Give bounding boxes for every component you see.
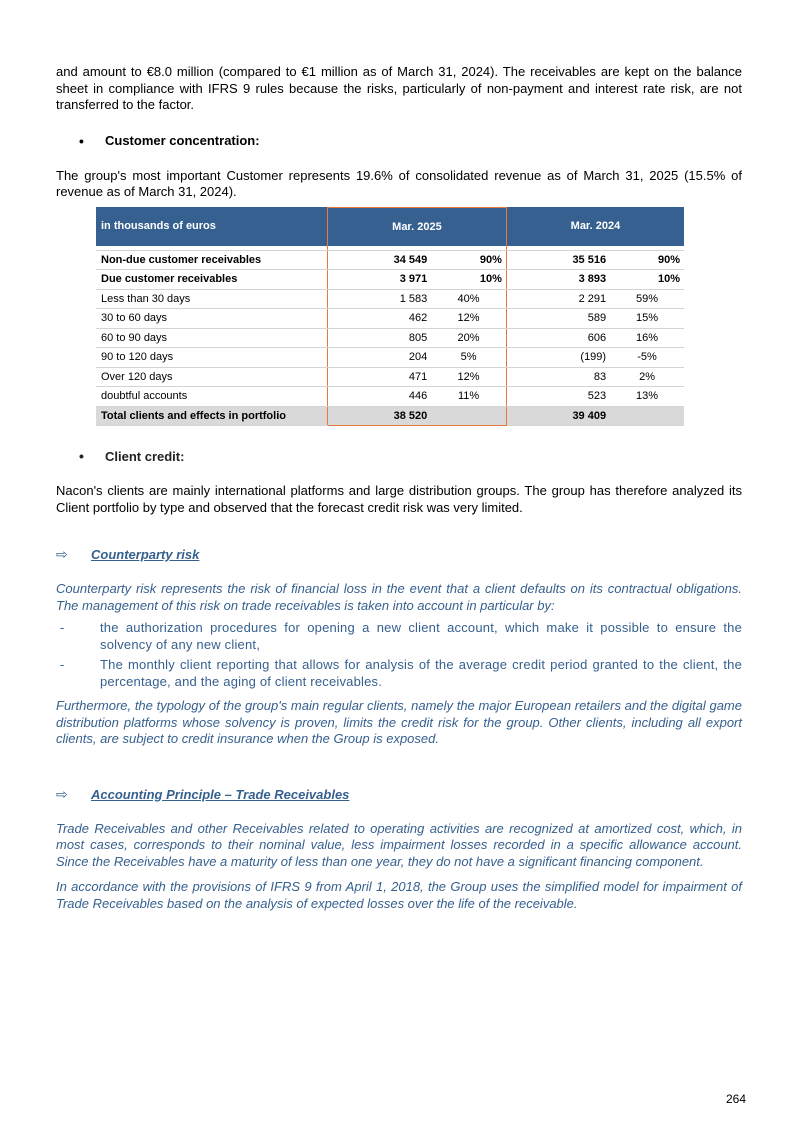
table-row	[96, 328, 684, 348]
row-value-2025: 462	[328, 309, 432, 329]
row-pct-2024: 90%	[610, 250, 684, 270]
row-pct-2024	[610, 406, 684, 426]
row-label: Due customer receivables	[96, 270, 328, 290]
counterparty-heading	[56, 546, 742, 563]
row-value-2024: 83	[506, 367, 610, 387]
row-label: Total clients and effects in portfolio	[96, 406, 328, 426]
row-label: 60 to 90 days	[96, 328, 328, 348]
row-pct-2024: 2%	[610, 367, 684, 387]
row-pct-2025	[431, 406, 506, 426]
row-label: Less than 30 days	[96, 289, 328, 309]
row-value-2024: 35 516	[506, 250, 610, 270]
counterparty-list	[56, 620, 742, 690]
row-value-2024: (199)	[506, 348, 610, 368]
counterparty-title: Counterparty risk	[91, 547, 200, 562]
table-row	[96, 367, 684, 387]
client-credit-heading	[79, 448, 742, 464]
dash-marker: -	[60, 657, 65, 672]
row-value-2025: 38 520	[328, 406, 432, 426]
accounting-title: Accounting Principle – Trade Receivables	[91, 786, 350, 802]
table-header-label: in thousands of euros	[96, 207, 328, 246]
arrow-right-outline-icon: ⇨	[56, 546, 68, 562]
table-header-mar-2024: Mar. 2024	[506, 207, 684, 246]
accounting-paragraph-1: Trade Receivables and other Receivables related to operating activities are recognized at amortized cost, which, in most cases, corresponds to their nominal value, less impairment losses recorded in a specific allowance account. Since the Receivables have a maturity of less than one year, they do not have a significant financing component.	[56, 820, 742, 869]
bullet-dot-icon: •	[79, 132, 84, 149]
table-header-mar-2025: Mar. 2025	[328, 207, 507, 246]
row-value-2025: 34 549	[328, 250, 432, 270]
row-value-2025: 805	[328, 328, 432, 348]
row-value-2024: 39 409	[506, 406, 610, 426]
page-content	[56, 64, 742, 912]
dash-marker: -	[60, 620, 65, 635]
row-value-2025: 471	[328, 367, 432, 387]
row-pct-2024: 59%	[610, 289, 684, 309]
row-value-2025: 1 583	[328, 289, 432, 309]
row-label: 30 to 60 days	[96, 309, 328, 329]
row-value-2025: 3 971	[328, 270, 432, 290]
list-item	[56, 620, 742, 653]
row-value-2025: 446	[328, 387, 432, 407]
counterparty-closing-paragraph: Furthermore, the typology of the group's main regular clients, namely the major European retailers and the digital game distribution platforms whose solvency is proven, limits the credit risk for the group. Other clients, including all export clients, are subject to credit insurance when the Group is exposed.	[56, 698, 742, 746]
row-pct-2025: 40%	[431, 289, 506, 309]
row-pct-2024: 10%	[610, 270, 684, 290]
row-pct-2025: 90%	[431, 250, 506, 270]
row-pct-2025: 20%	[431, 328, 506, 348]
row-label: doubtful accounts	[96, 387, 328, 407]
customer-concentration-title: Customer concentration:	[105, 133, 260, 148]
row-value-2024: 523	[506, 387, 610, 407]
row-value-2024: 606	[506, 328, 610, 348]
accounting-paragraph-2: In accordance with the provisions of IFRS 9 from April 1, 2018, the Group uses the simplified model for impairment of Trade Receivables based on the analysis of expected losses over the life of the receivable.	[56, 879, 742, 911]
page-number: 264	[725, 1092, 746, 1106]
row-pct-2025: 10%	[431, 270, 506, 290]
row-value-2024: 2 291	[506, 289, 610, 309]
row-label: Non-due customer receivables	[96, 250, 328, 270]
customer-concentration-heading	[79, 133, 742, 149]
list-item	[56, 657, 742, 690]
row-label: Over 120 days	[96, 367, 328, 387]
row-value-2024: 3 893	[506, 270, 610, 290]
table-header-row	[96, 207, 684, 246]
row-pct-2024: 16%	[610, 328, 684, 348]
counterparty-paragraph: Counterparty risk represents the risk of financial loss in the event that a client defaults on its contractual obligations. The management of this risk on trade receivables is taken into account in particular by:	[56, 581, 742, 613]
row-label: 90 to 120 days	[96, 348, 328, 368]
receivables-table	[96, 207, 684, 427]
row-pct-2024: 15%	[610, 309, 684, 329]
customer-concentration-paragraph: The group's most important Customer represents 19.6% of consolidated revenue as of March 31, 2025 (15.5% of revenue as of March 31, 2024).	[56, 167, 742, 199]
table-row	[96, 250, 684, 270]
arrow-right-outline-icon: ⇨	[56, 785, 68, 802]
accounting-heading	[56, 786, 742, 803]
list-item-text: The monthly client reporting that allows for analysis of the average credit period granted to the client, the percentage, and the aging of client receivables.	[100, 657, 742, 689]
bullet-dot-icon: •	[79, 448, 84, 464]
table-row	[96, 387, 684, 407]
row-pct-2025: 12%	[431, 367, 506, 387]
row-pct-2024: 13%	[610, 387, 684, 407]
row-pct-2025: 12%	[431, 309, 506, 329]
table-row	[96, 406, 684, 426]
intro-paragraph: and amount to €8.0 million (compared to €1 million as of March 31, 2024). The receivables are kept on the balance sheet in compliance with IFRS 9 rules because the risks, particularly of non-payment and interest rate risk, are not transferred to the factor.	[56, 64, 742, 112]
list-item-text: the authorization procedures for opening a new client account, which make it possible to ensure the solvency of any new client,	[100, 620, 742, 652]
row-value-2025: 204	[328, 348, 432, 368]
table-row	[96, 309, 684, 329]
table-row	[96, 289, 684, 309]
client-credit-paragraph: Nacon's clients are mainly international platforms and large distribution groups. The group has therefore analyzed its Client portfolio by type and observed that the forecast credit risk was very limited.	[56, 483, 742, 515]
row-value-2024: 589	[506, 309, 610, 329]
row-pct-2025: 5%	[431, 348, 506, 368]
table-body	[96, 246, 684, 426]
row-pct-2025: 11%	[431, 387, 506, 407]
table-row	[96, 348, 684, 368]
row-pct-2024: -5%	[610, 348, 684, 368]
client-credit-title: Client credit:	[105, 448, 185, 464]
table-row	[96, 270, 684, 290]
